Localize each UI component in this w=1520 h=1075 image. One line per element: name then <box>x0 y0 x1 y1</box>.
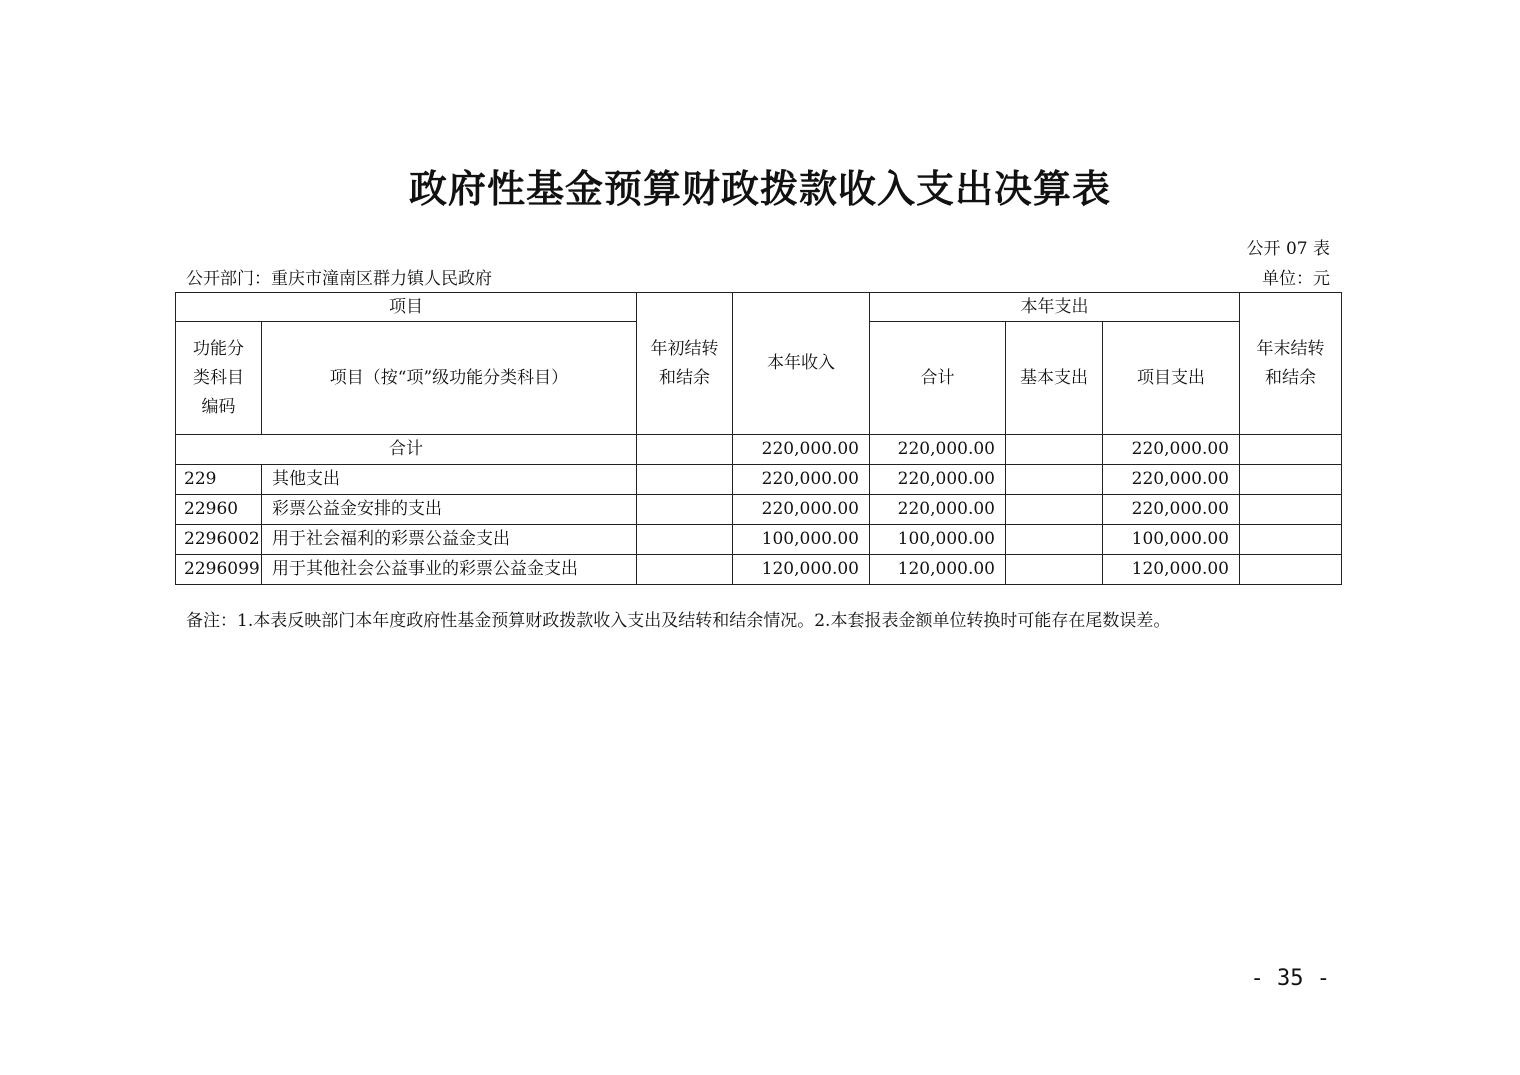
row-code: 2296002 <box>176 525 262 555</box>
table-row <box>176 555 1342 585</box>
header-item-name: 项目（按“项”级功能分类科目） <box>262 322 637 435</box>
row-income: 120,000.00 <box>733 555 870 585</box>
row-code: 2296099 <box>176 555 262 585</box>
row-total: 120,000.00 <box>870 555 1006 585</box>
row-basic <box>1006 555 1103 585</box>
row-project: 220,000.00 <box>1103 465 1240 495</box>
header-opening-balance: 年初结转和结余 <box>637 293 733 435</box>
header-project-group: 项目 <box>176 293 637 322</box>
row-income: 100,000.00 <box>733 525 870 555</box>
row-name: 用于其他社会公益事业的彩票公益金支出 <box>262 555 637 585</box>
row-closing-balance <box>1240 525 1342 555</box>
total-opening-balance <box>637 435 733 465</box>
row-name: 用于社会福利的彩票公益金支出 <box>262 525 637 555</box>
page-title: 政府性基金预算财政拨款收入支出决算表 <box>408 166 1111 211</box>
row-code: 229 <box>176 465 262 495</box>
footnote: 备注：1.本表反映部门本年度政府性基金预算财政拨款收入支出及结转和结余情况。2.本套报表金额单位转换时可能存在尾数误差。 <box>186 611 1171 631</box>
unit-label: 单位：元 <box>1262 269 1330 289</box>
total-closing-balance <box>1240 435 1342 465</box>
row-name: 彩票公益金安排的支出 <box>262 495 637 525</box>
table-row <box>176 465 1342 495</box>
total-project: 220,000.00 <box>1103 435 1240 465</box>
row-closing-balance <box>1240 495 1342 525</box>
row-basic <box>1006 465 1103 495</box>
header-expense-group: 本年支出 <box>870 293 1240 322</box>
total-expense: 220,000.00 <box>870 435 1006 465</box>
header-code: 功能分类科目编码 <box>176 322 262 435</box>
row-code: 22960 <box>176 495 262 525</box>
row-name: 其他支出 <box>262 465 637 495</box>
table-row <box>176 495 1342 525</box>
form-number: 公开 07 表 <box>1246 239 1330 259</box>
row-opening-balance <box>637 525 733 555</box>
row-income: 220,000.00 <box>733 495 870 525</box>
row-total: 100,000.00 <box>870 525 1006 555</box>
row-income: 220,000.00 <box>733 465 870 495</box>
header-total: 合计 <box>870 322 1006 435</box>
row-project: 120,000.00 <box>1103 555 1240 585</box>
total-income: 220,000.00 <box>733 435 870 465</box>
row-total: 220,000.00 <box>870 495 1006 525</box>
page-number: - 35 - <box>1250 966 1330 991</box>
table-total-row <box>176 435 1342 465</box>
header-basic: 基本支出 <box>1006 322 1103 435</box>
row-opening-balance <box>637 495 733 525</box>
row-closing-balance <box>1240 465 1342 495</box>
total-label: 合计 <box>176 435 637 465</box>
table-header-row <box>176 293 1342 322</box>
table-row <box>176 525 1342 555</box>
total-basic <box>1006 435 1103 465</box>
row-project: 220,000.00 <box>1103 495 1240 525</box>
budget-table <box>175 292 1342 585</box>
department-label: 公开部门：重庆市潼南区群力镇人民政府 <box>186 269 492 289</box>
row-project: 100,000.00 <box>1103 525 1240 555</box>
header-closing-balance: 年末结转和结余 <box>1240 293 1342 435</box>
row-opening-balance <box>637 555 733 585</box>
row-basic <box>1006 495 1103 525</box>
header-income: 本年收入 <box>733 293 870 435</box>
header-project: 项目支出 <box>1103 322 1240 435</box>
row-total: 220,000.00 <box>870 465 1006 495</box>
row-closing-balance <box>1240 555 1342 585</box>
row-opening-balance <box>637 465 733 495</box>
row-basic <box>1006 525 1103 555</box>
